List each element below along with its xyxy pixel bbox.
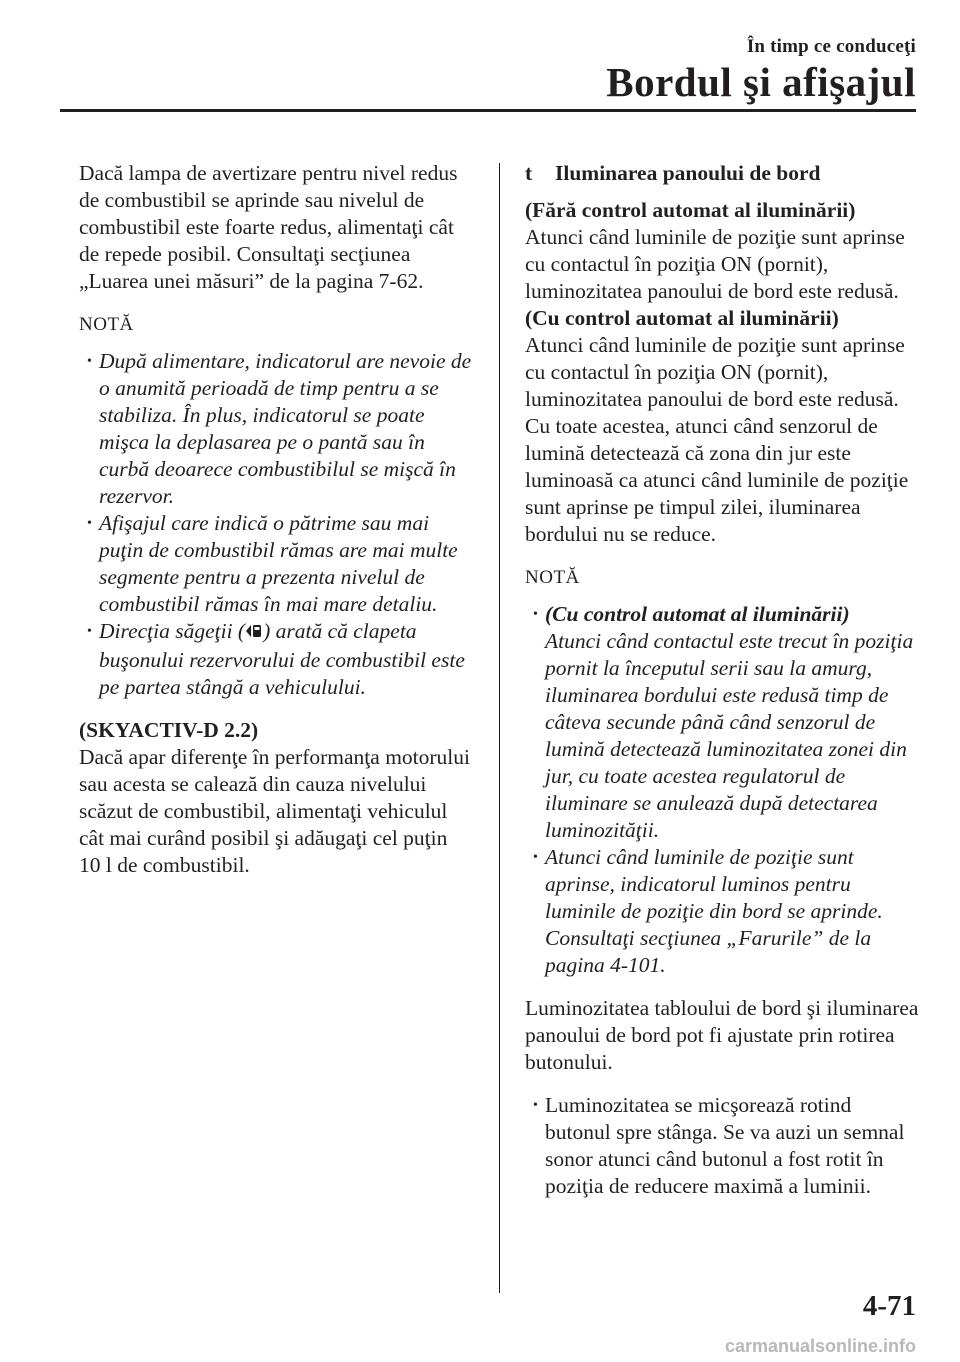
bullet: • <box>87 624 92 639</box>
note-item: • După alimentare, indicatorul are nevoie de o anumită perioadă de timp pentru a se stabiliza. În plus, indicatorul se poate mişca la deplasarea pe o pantă sau în curbă deoarece combustibilul se mişcă în rezervor. <box>87 349 472 508</box>
note-list <box>525 601 920 979</box>
paragraph-with-auto: Atunci când luminile de poziţie sunt aprinse cu contactul în poziţia ON (pornit), luminozitatea panoului de bord este redusă. Cu toate acestea, atunci când senzorul de lumină detectează că zona din jur este luminoasă ca atunci când luminile de poziţie sunt aprinse pe timpul zilei, iluminarea bordului nu se reduce. <box>525 333 909 546</box>
left-column <box>79 160 474 879</box>
fuel-door-arrow-icon <box>245 620 263 647</box>
bullet: • <box>87 354 92 369</box>
bullet: • <box>533 850 538 865</box>
bullet: • <box>87 516 92 531</box>
section-title: t Iluminarea panoului de bord <box>525 161 821 185</box>
right-column <box>525 160 920 1216</box>
note-item: • (Cu control automat al iluminării) Atunci când contactul este trecut în poziţia pornit la începutul serii sau la amurg, iluminarea bordului este redusă timp de câteva secunde până când senzorul de lumină detectează luminozitatea zonei din jur, cu toate acestea regulatorul de iluminare se anulează după detectarea luminozităţii. <box>533 602 914 842</box>
section-marker-icon: t <box>525 161 533 185</box>
note-title: NOTĂ <box>79 314 134 335</box>
note-item: • Atunci când luminile de poziţie sunt aprinse, indicatorul luminos pentru luminile de poziţie din bord se aprinde. Consultaţi secţiunea „Farurile” de la pagina 4-101. <box>533 845 883 977</box>
bullet-list <box>525 1092 920 1200</box>
note-title: NOTĂ <box>525 567 580 588</box>
header-rule <box>60 109 916 112</box>
subheading-with-auto: (Cu control automat al iluminării) <box>525 306 839 330</box>
bullet: • <box>533 607 538 622</box>
watermark: carmanualsonline.info <box>724 1336 916 1356</box>
page-title: Bordul şi afişajul <box>606 59 916 105</box>
bullet: • <box>533 1098 538 1113</box>
list-item: • Luminozitatea se micşorează rotind butonul spre stânga. Se va auzi un semnal sonor atunci când butonul a fost rotit în poziţia de reducere maximă a luminii. <box>533 1093 905 1198</box>
page-number: 4-71 <box>862 1290 916 1322</box>
note-item: • Direcţia săgeţii ( ) arată că clapeta buşonului rezervorului de combustibil este pe partea stângă a vehiculului. <box>87 619 465 699</box>
subheading-without-auto: (Fără control automat al iluminării) <box>525 198 856 222</box>
paragraph-without-auto: Atunci când luminile de poziţie sunt aprinse cu contactul în poziţia ON (pornit), luminozitatea panoului de bord este redusă. <box>525 225 905 303</box>
note-list <box>79 348 474 701</box>
brightness-paragraph: Luminozitatea tabloului de bord şi iluminarea panoului de bord pot fi ajustate prin rotirea butonului. <box>525 996 919 1074</box>
skyactiv-paragraph: Dacă apar diferenţe în performanţa motorului sau acesta se calează din cauza nivelului scăzut de combustibil, alimentaţi vehiculul cât mai curând posibil şi adăugaţi cel puţin 10 l de combustibil. <box>79 745 470 877</box>
note-item: • Afişajul care indică o pătrime sau mai puţin de combustibil rămas are mai multe segmente pentru a prezenta nivelul de combustibil rămas în mai mare detaliu. <box>87 511 458 616</box>
column-divider <box>499 163 500 1293</box>
skyactiv-heading: (SKYACTIV-D 2.2) <box>79 718 259 742</box>
header-subtitle: În timp ce conduceţi <box>746 36 916 57</box>
intro-paragraph: Dacă lampa de avertizare pentru nivel redus de combustibil se aprinde sau nivelul de combustibil este foarte redus, alimentaţi cât de repede posibil. Consultaţi secţiunea „Luarea unei măsuri” de la pagina 7-62. <box>79 161 458 293</box>
